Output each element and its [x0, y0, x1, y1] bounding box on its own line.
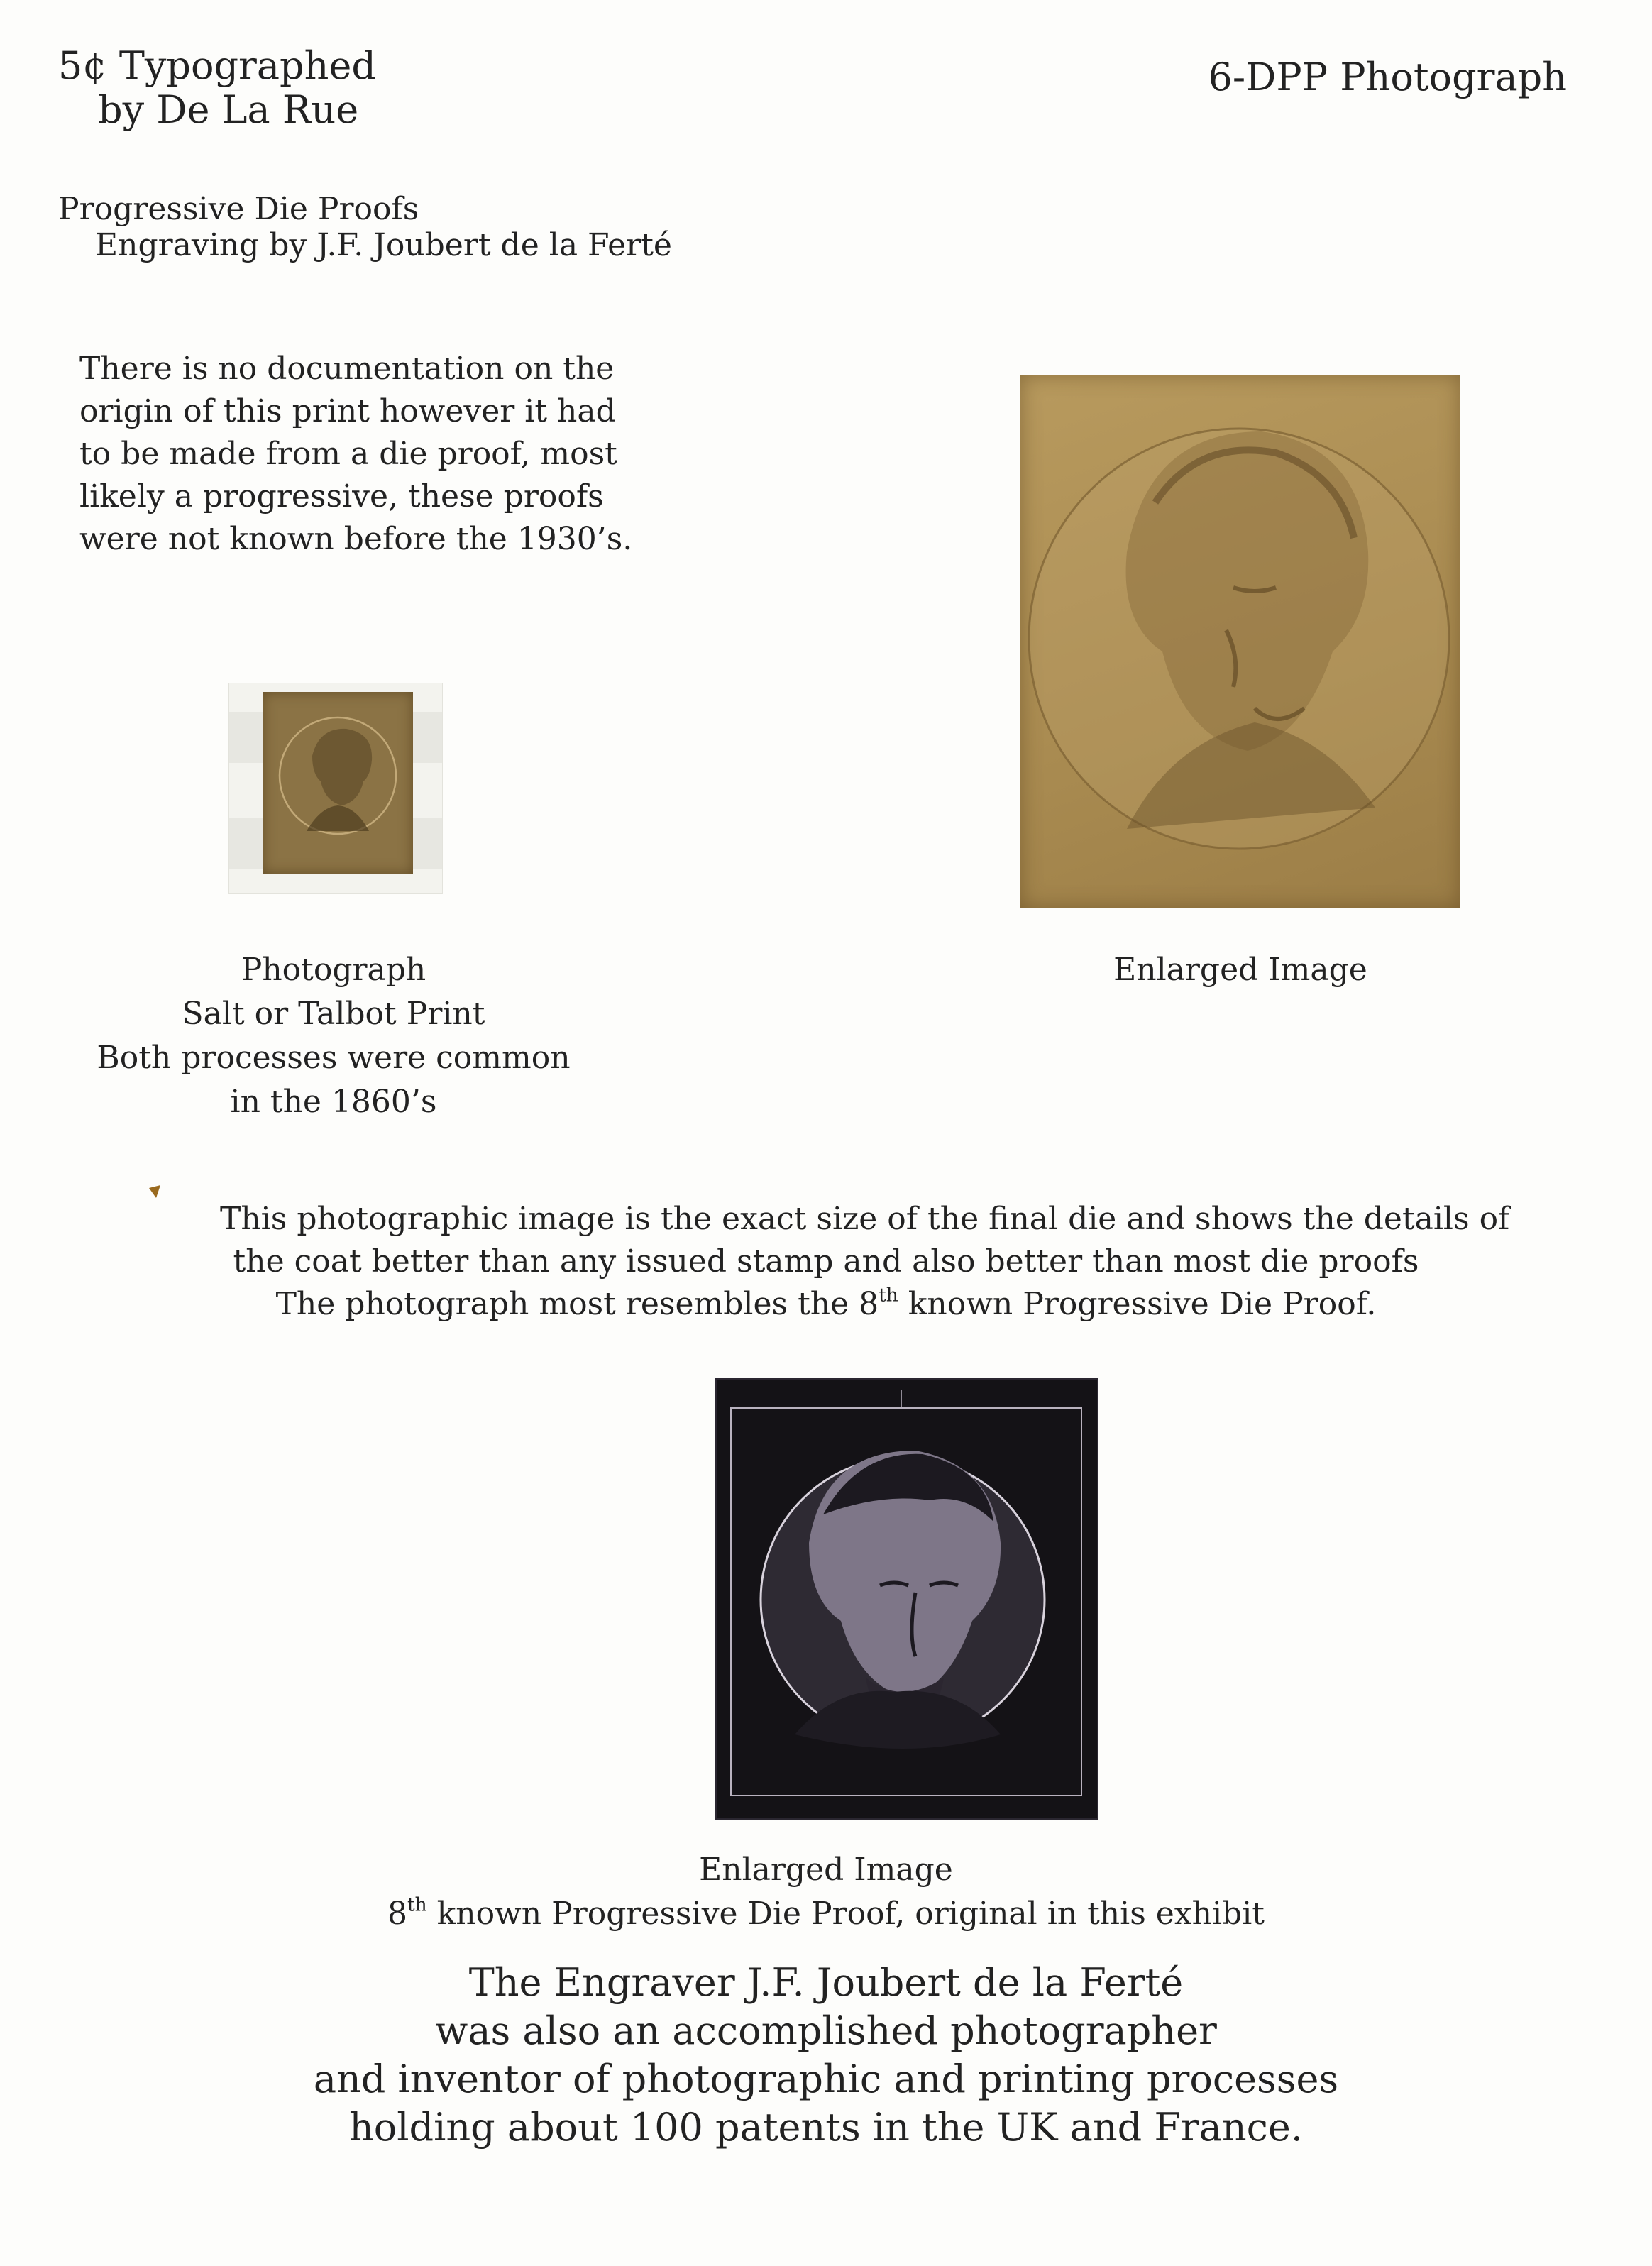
documentation-line: There is no documentation on the: [79, 351, 615, 387]
documentation-line: likely a progressive, these proofs: [79, 478, 604, 515]
subheading-line-2: Engraving by J.F. Joubert de la Ferté: [95, 226, 672, 263]
photograph-caption-line: Salt or Talbot Print: [182, 996, 485, 1032]
die-proof-image: [717, 1380, 1097, 1818]
proof-caption-line-2: [0, 1892, 1652, 1936]
documentation-line: were not known before the 1930’s.: [79, 521, 633, 557]
documentation-note: [79, 348, 632, 561]
engraver-note: [0, 1959, 1652, 2152]
engraver-note-line: was also an accomplished photographer: [435, 2008, 1217, 2053]
photograph-caption-line: Both processes were common: [97, 1040, 571, 1076]
header-page-id: 6-DPP Photograph: [1208, 55, 1567, 99]
subheading: [58, 192, 672, 263]
size-note-line-3-end: known Progressive Die Proof.: [898, 1286, 1377, 1322]
documentation-line: origin of this print however it had: [79, 393, 616, 429]
subheading-line-1: Progressive Die Proofs: [58, 191, 419, 227]
engraver-note-line: The Engraver J.F. Joubert de la Ferté: [468, 1960, 1184, 2005]
photograph-caption-line: in the 1860’s: [230, 1084, 437, 1120]
die-proof-engraving: [717, 1380, 1097, 1818]
enlarged-portrait-medallion: [1020, 375, 1460, 908]
size-note-line-2: the coat better than any issued stamp and also better than most die proofs: [233, 1243, 1419, 1280]
header-issue-line-1: 5¢ Typographed: [58, 43, 376, 88]
engraver-note-line: holding about 100 patents in the UK and France.: [349, 2105, 1303, 2150]
proof-caption-text: known Progressive Die Proof, original in this exhibit: [426, 1896, 1265, 1932]
size-note-line-3-text: The photograph most resembles the 8: [275, 1286, 879, 1322]
enlarged-photograph-image: [1020, 375, 1460, 908]
ink-speck: [148, 1184, 163, 1199]
photograph-caption-line: Photograph: [241, 952, 426, 988]
proof-caption-number: 8: [387, 1896, 408, 1932]
photograph-caption: [92, 948, 575, 1124]
proof-caption: [0, 1848, 1652, 1936]
size-note-ordinal: th: [879, 1284, 898, 1307]
small-photograph-image: [263, 692, 413, 874]
header-issue-line-2: by De La Rue: [98, 87, 359, 133]
speck-shape: [148, 1184, 163, 1199]
documentation-line: to be made from a die proof, most: [79, 436, 617, 472]
size-note-line-1: This photographic image is the exact size of the final die and shows the details of: [220, 1201, 1510, 1237]
size-note-line-3: [0, 1283, 1652, 1326]
engraver-note-line: and inventor of photographic and printing processes: [313, 2057, 1339, 2101]
proof-caption-line-1: Enlarged Image: [699, 1852, 953, 1888]
enlarged-image-caption: Enlarged Image: [1113, 952, 1367, 988]
header-issue-title: [58, 44, 376, 132]
size-note: [0, 1198, 1652, 1326]
small-portrait-medallion: [263, 692, 413, 874]
proof-caption-ordinal: th: [407, 1893, 427, 1916]
